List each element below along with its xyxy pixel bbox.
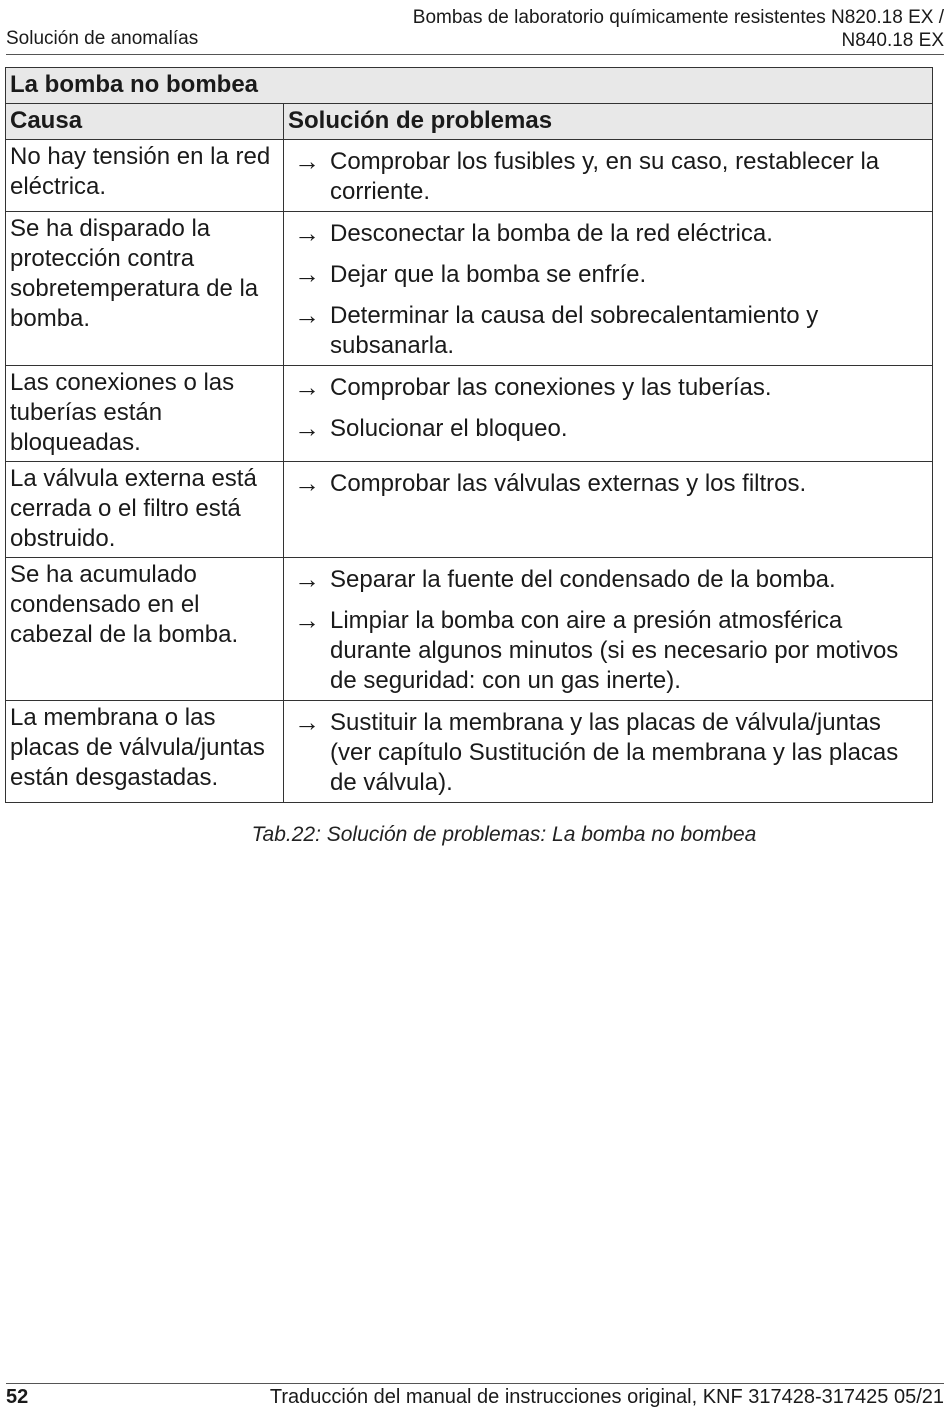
footer-text: Traducción del manual de instrucciones original, KNF 317428-317425 05/21	[269, 1386, 944, 1408]
table-row	[6, 558, 933, 701]
table-body	[6, 140, 933, 803]
solution-step	[294, 373, 926, 403]
document-title-line-1: Bombas de laboratorio químicamente resistentes N820.18 EX /	[412, 7, 944, 28]
solution-step-text: Sustituir la membrana y las placas de válvula/juntas (ver capítulo Sustitución de la membrana y las placas de válvula).	[330, 709, 899, 796]
solution-step	[294, 414, 926, 444]
solution-step-text: Solucionar el bloqueo.	[330, 415, 568, 442]
cause-cell: Se ha acumulado condensado en el cabezal de la bomba.	[6, 558, 284, 701]
solution-step	[294, 469, 926, 499]
table-row	[6, 701, 933, 803]
arrow-right-icon: →	[294, 468, 320, 498]
solution-cell	[284, 558, 933, 701]
page-footer	[6, 1383, 944, 1406]
table-row	[6, 462, 933, 558]
solution-cell	[284, 212, 933, 366]
solution-step	[294, 260, 926, 290]
solution-step-text: Comprobar las válvulas externas y los filtros.	[330, 470, 807, 497]
solution-cell	[284, 462, 933, 558]
solution-step-text: Separar la fuente del condensado de la bomba.	[330, 566, 836, 593]
table-title: La bomba no bombea	[6, 68, 933, 104]
arrow-right-icon: →	[294, 707, 320, 737]
solution-step	[294, 219, 926, 249]
arrow-right-icon: →	[294, 146, 320, 176]
cause-cell: No hay tensión en la red eléctrica.	[6, 140, 284, 212]
cause-cell: Se ha disparado la protección contra sobretemperatura de la bomba.	[6, 212, 284, 366]
solution-step-text: Limpiar la bomba con aire a presión atmosférica durante algunos minutos (si es necesario por motivos de seguridad: con un gas inerte).	[330, 607, 899, 694]
table-row	[6, 366, 933, 462]
table-row	[6, 212, 933, 366]
cause-cell: Las conexiones o las tuberías están bloqueadas.	[6, 366, 284, 462]
solution-step-text: Desconectar la bomba de la red eléctrica.	[330, 220, 773, 247]
cause-cell: La membrana o las placas de válvula/juntas están desgastadas.	[6, 701, 284, 803]
solution-cell	[284, 140, 933, 212]
solution-cell	[284, 366, 933, 462]
document-title-line-2: N840.18 EX	[841, 30, 944, 51]
solution-step	[294, 606, 926, 696]
page-header	[6, 4, 944, 55]
table-caption: Tab.22: Solución de problemas: La bomba no bombea	[251, 823, 757, 846]
arrow-right-icon: →	[294, 605, 320, 635]
table-row	[6, 140, 933, 212]
page-number: 52	[6, 1386, 29, 1408]
arrow-right-icon: →	[294, 413, 320, 443]
solution-step-text: Comprobar los fusibles y, en su caso, restablecer la corriente.	[330, 148, 880, 205]
solution-step-text: Determinar la causa del sobrecalentamiento y subsanarla.	[330, 302, 819, 359]
document-title	[413, 6, 944, 52]
arrow-right-icon: →	[294, 259, 320, 289]
cause-cell: La válvula externa está cerrada o el filtro está obstruido.	[6, 462, 284, 558]
column-header-cause: Causa	[6, 104, 284, 140]
solution-step	[294, 565, 926, 595]
section-title: Solución de anomalías	[6, 28, 199, 49]
solution-step	[294, 708, 926, 798]
troubleshooting-table	[5, 67, 933, 803]
solution-step	[294, 147, 926, 207]
arrow-right-icon: →	[294, 300, 320, 330]
solution-step	[294, 301, 926, 361]
arrow-right-icon: →	[294, 372, 320, 402]
arrow-right-icon: →	[294, 218, 320, 248]
column-header-solution: Solución de problemas	[284, 104, 933, 140]
solution-step-text: Comprobar las conexiones y las tuberías.	[330, 374, 772, 401]
solution-step-text: Dejar que la bomba se enfríe.	[330, 261, 647, 288]
solution-cell	[284, 701, 933, 803]
arrow-right-icon: →	[294, 564, 320, 594]
